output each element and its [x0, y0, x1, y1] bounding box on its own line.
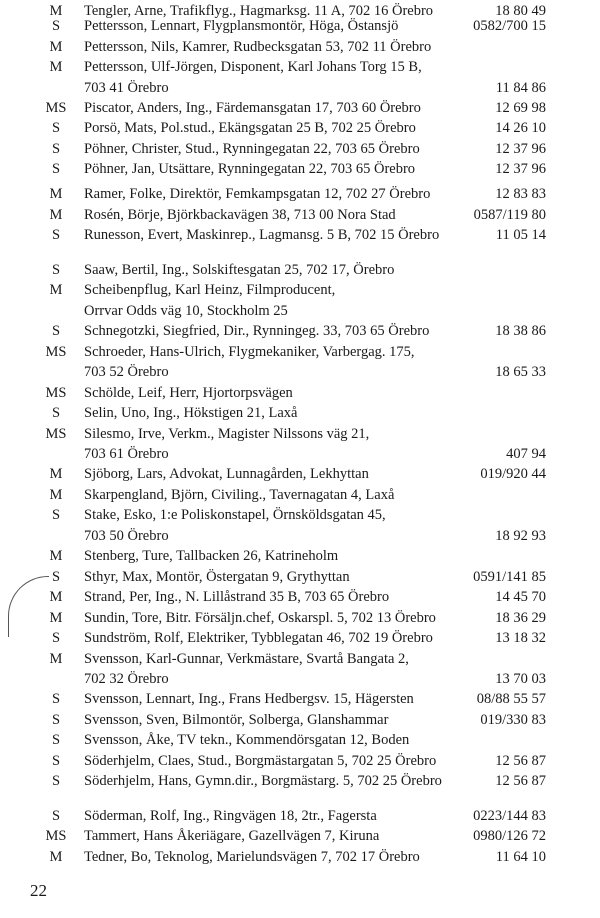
directory-entry: [0, 402, 600, 424]
entry-text: Rosén, Börje, Björkbackavägen 38, 713 00 Nora Stad: [84, 207, 396, 223]
entry-text: Schnegotzki, Siegfried, Dir., Rynningeg. 33, 703 65 Örebro: [84, 323, 430, 339]
directory-entry: [0, 300, 600, 322]
entry-code: M: [49, 849, 63, 865]
directory-entry: [0, 607, 600, 629]
directory-entry: [0, 648, 600, 670]
entry-code: S: [51, 262, 61, 278]
entry-text: Söderman, Rolf, Ing., Ringvägen 18, 2tr., Fagersta: [84, 808, 377, 824]
entry-phone: 0587/119 80: [473, 207, 546, 223]
entry-text: Pöhner, Jan, Utsättare, Rynningegatan 22, 703 65 Örebro: [84, 161, 416, 177]
directory-entry: [0, 158, 600, 180]
directory-entry: [0, 545, 600, 567]
entry-text: Söderhjelm, Hans, Gymn.dir., Borgmästarg. 5, 702 25 Örebro: [84, 773, 442, 789]
entry-code: S: [51, 141, 61, 157]
directory-entry: [0, 259, 600, 281]
entry-phone: 019/330 83: [480, 712, 546, 728]
entry-text: Skarpengland, Björn, Civiling., Tavernagatan 4, Laxå: [84, 487, 395, 503]
entry-code: S: [51, 227, 61, 243]
entry-code: S: [51, 630, 61, 646]
entry-code: M: [49, 3, 63, 19]
entry-text: Svensson, Karl-Gunnar, Verkmästare, Svartå Bangata 2,: [84, 651, 409, 667]
entry-text: Stenberg, Ture, Tallbacken 26, Katrineholm: [84, 548, 339, 564]
entry-code: S: [51, 732, 61, 748]
directory-entry: [0, 688, 600, 710]
entry-code: MS: [45, 385, 67, 401]
entry-phone: 18 65 33: [495, 364, 546, 380]
entry-text: Silesmo, Irve, Verkm., Magister Nilssons väg 21,: [84, 426, 370, 442]
entry-phone: 18 36 29: [495, 610, 546, 626]
directory-entry: [0, 279, 600, 301]
directory-entry: [0, 77, 600, 99]
entry-code: S: [51, 507, 61, 523]
directory-entry: [0, 204, 600, 226]
directory-entry: [0, 805, 600, 827]
entry-text: Orrvar Odds väg 10, Stockholm 25: [84, 303, 288, 319]
page-number: 22: [30, 881, 47, 900]
entry-code: S: [51, 753, 61, 769]
entry-text: 703 61 Örebro: [84, 446, 169, 462]
entry-code: M: [49, 610, 63, 626]
entry-text: Tedner, Bo, Teknolog, Marielundsvägen 7, 702 17 Örebro: [84, 849, 420, 865]
entry-phone: 0223/144 83: [473, 808, 546, 824]
directory-entry: [0, 0, 600, 22]
entry-code: S: [51, 808, 61, 824]
entry-text: Porsö, Mats, Pol.stud., Ekängsgatan 25 B, 702 25 Örebro: [84, 120, 416, 136]
directory-entry: [0, 668, 600, 690]
entry-text: Svensson, Åke, TV tekn., Kommendörsgatan 12, Boden: [84, 732, 410, 748]
entry-text: Söderhjelm, Claes, Stud., Borgmästargatan 5, 702 25 Örebro: [84, 753, 437, 769]
directory-entry: [0, 341, 600, 363]
entry-text: Pöhner, Christer, Stud., Rynningegatan 22, 703 65 Örebro: [84, 141, 420, 157]
entry-text: Saaw, Bertil, Ing., Solskiftesgatan 25, 702 17, Örebro: [84, 262, 395, 278]
entry-phone: 13 18 32: [495, 630, 546, 646]
entry-code: S: [51, 691, 61, 707]
entry-code: MS: [45, 344, 67, 360]
entry-code: S: [51, 712, 61, 728]
entry-phone: 11 84 86: [495, 80, 546, 96]
entry-text: Stake, Esko, 1:e Poliskonstapel, Örnsköldsgatan 45,: [84, 507, 386, 523]
entry-code: S: [51, 773, 61, 789]
entry-phone: 12 56 87: [495, 773, 546, 789]
entry-code: S: [51, 405, 61, 421]
entry-code: M: [49, 39, 63, 55]
entry-phone: 18 80 49: [495, 3, 546, 19]
entry-code: M: [49, 548, 63, 564]
entry-text: 703 50 Örebro: [84, 528, 169, 544]
entry-code: M: [49, 207, 63, 223]
directory-entry: [0, 183, 600, 205]
entry-text: Svensson, Sven, Bilmontör, Solberga, Glanshammar: [84, 712, 389, 728]
entry-text: Sundström, Rolf, Elektriker, Tybblegatan 46, 702 19 Örebro: [84, 630, 433, 646]
entry-code: M: [49, 589, 63, 605]
entry-phone: 11 64 10: [495, 849, 546, 865]
directory-entry: [0, 56, 600, 78]
entry-text: Sundin, Tore, Bitr. Försäljn.chef, Oskarspl. 5, 702 13 Örebro: [84, 610, 436, 626]
directory-entry: [0, 484, 600, 506]
directory-entry: [0, 627, 600, 649]
directory-entry: [0, 770, 600, 792]
entry-code: M: [49, 282, 63, 298]
entry-text: Schroeder, Hans-Ulrich, Flygmekaniker, Varbergag. 175,: [84, 344, 415, 360]
directory-entry: [0, 382, 600, 404]
directory-entry: [0, 709, 600, 731]
entry-code: M: [49, 59, 63, 75]
entry-phone: 0980/126 72: [473, 828, 546, 844]
entry-code: M: [49, 466, 63, 482]
entry-phone: 14 45 70: [495, 589, 546, 605]
entry-phone: 18 38 86: [495, 323, 546, 339]
entry-text: 703 41 Örebro: [84, 80, 169, 96]
directory-entry: [0, 463, 600, 485]
entry-phone: 12 37 96: [495, 161, 546, 177]
entry-text: Tammert, Hans Åkeriägare, Gazellvägen 7, Kiruna: [84, 828, 380, 844]
entry-code: M: [49, 186, 63, 202]
entry-text: Pettersson, Ulf-Jörgen, Disponent, Karl Johans Torg 15 B,: [84, 59, 422, 75]
directory-entry: [0, 224, 600, 246]
entry-phone: 08/88 55 57: [476, 691, 546, 707]
entry-text: Schölde, Leif, Herr, Hjortorpsvägen: [84, 385, 293, 401]
directory-entry: [0, 443, 600, 465]
entry-code: S: [51, 18, 61, 34]
entry-code: MS: [45, 828, 67, 844]
entry-phone: 407 94: [506, 446, 546, 462]
entry-text: Selin, Uno, Ing., Hökstigen 21, Laxå: [84, 405, 298, 421]
entry-phone: 12 83 83: [495, 186, 546, 202]
entry-text: Piscator, Anders, Ing., Färdemansgatan 17, 703 60 Örebro: [84, 100, 421, 116]
directory-entry: [0, 825, 600, 847]
directory-entry: [0, 97, 600, 119]
entry-text: Sthyr, Max, Montör, Östergatan 9, Grythyttan: [84, 569, 350, 585]
directory-entry: [0, 729, 600, 751]
entry-text: Pettersson, Nils, Kamrer, Rudbecksgatan 53, 702 11 Örebro: [84, 39, 432, 55]
directory-entry: [0, 586, 600, 608]
entry-phone: 0591/141 85: [473, 569, 546, 585]
directory-entry: [0, 423, 600, 445]
entry-phone: 11 05 14: [495, 227, 546, 243]
entry-code: S: [51, 323, 61, 339]
directory-entry: [0, 504, 600, 526]
entry-code: S: [51, 161, 61, 177]
entry-text: Strand, Per, Ing., N. Lillåstrand 35 B, 703 65 Örebro: [84, 589, 390, 605]
entry-code: MS: [45, 426, 67, 442]
entry-phone: 12 37 96: [495, 141, 546, 157]
directory-entry: [0, 36, 600, 58]
entry-text: Svensson, Lennart, Ing., Frans Hedbergsv. 15, Hägersten: [84, 691, 414, 707]
entry-phone: 18 92 93: [495, 528, 546, 544]
entry-text: Scheibenpflug, Karl Heinz, Filmproducent,: [84, 282, 336, 298]
entry-text: 702 32 Örebro: [84, 671, 169, 687]
directory-entry: [0, 525, 600, 547]
entry-code: M: [49, 487, 63, 503]
directory-entry: [0, 320, 600, 342]
directory-entry: [0, 361, 600, 383]
entry-phone: 0582/700 15: [473, 18, 546, 34]
directory-entry: [0, 138, 600, 160]
entry-phone: 019/920 44: [480, 466, 546, 482]
entry-phone: 12 56 87: [495, 753, 546, 769]
directory-entry: [0, 846, 600, 868]
entry-phone: 12 69 98: [495, 100, 546, 116]
entry-text: 703 52 Örebro: [84, 364, 169, 380]
entry-phone: 13 70 03: [495, 671, 546, 687]
directory-entry: [0, 566, 600, 588]
entry-text: Ramer, Folke, Direktör, Femkampsgatan 12, 702 27 Örebro: [84, 186, 431, 202]
entry-text: Sjöborg, Lars, Advokat, Lunnagården, Lekhyttan: [84, 466, 369, 482]
entry-text: Pettersson, Lennart, Flygplansmontör, Höga, Östansjö: [84, 18, 399, 34]
entry-code: S: [51, 120, 61, 136]
entry-text: Tengler, Arne, Trafikflyg., Hagmarksg. 11 A, 702 16 Örebro: [84, 3, 434, 19]
directory-entry: [0, 750, 600, 772]
entry-text: Runesson, Evert, Maskinrep., Lagmansg. 5 B, 702 15 Örebro: [84, 227, 440, 243]
entry-code: M: [49, 651, 63, 667]
directory-entry: [0, 117, 600, 139]
entry-phone: 14 26 10: [495, 120, 546, 136]
entry-code: S: [51, 569, 61, 585]
entry-code: MS: [45, 100, 67, 116]
